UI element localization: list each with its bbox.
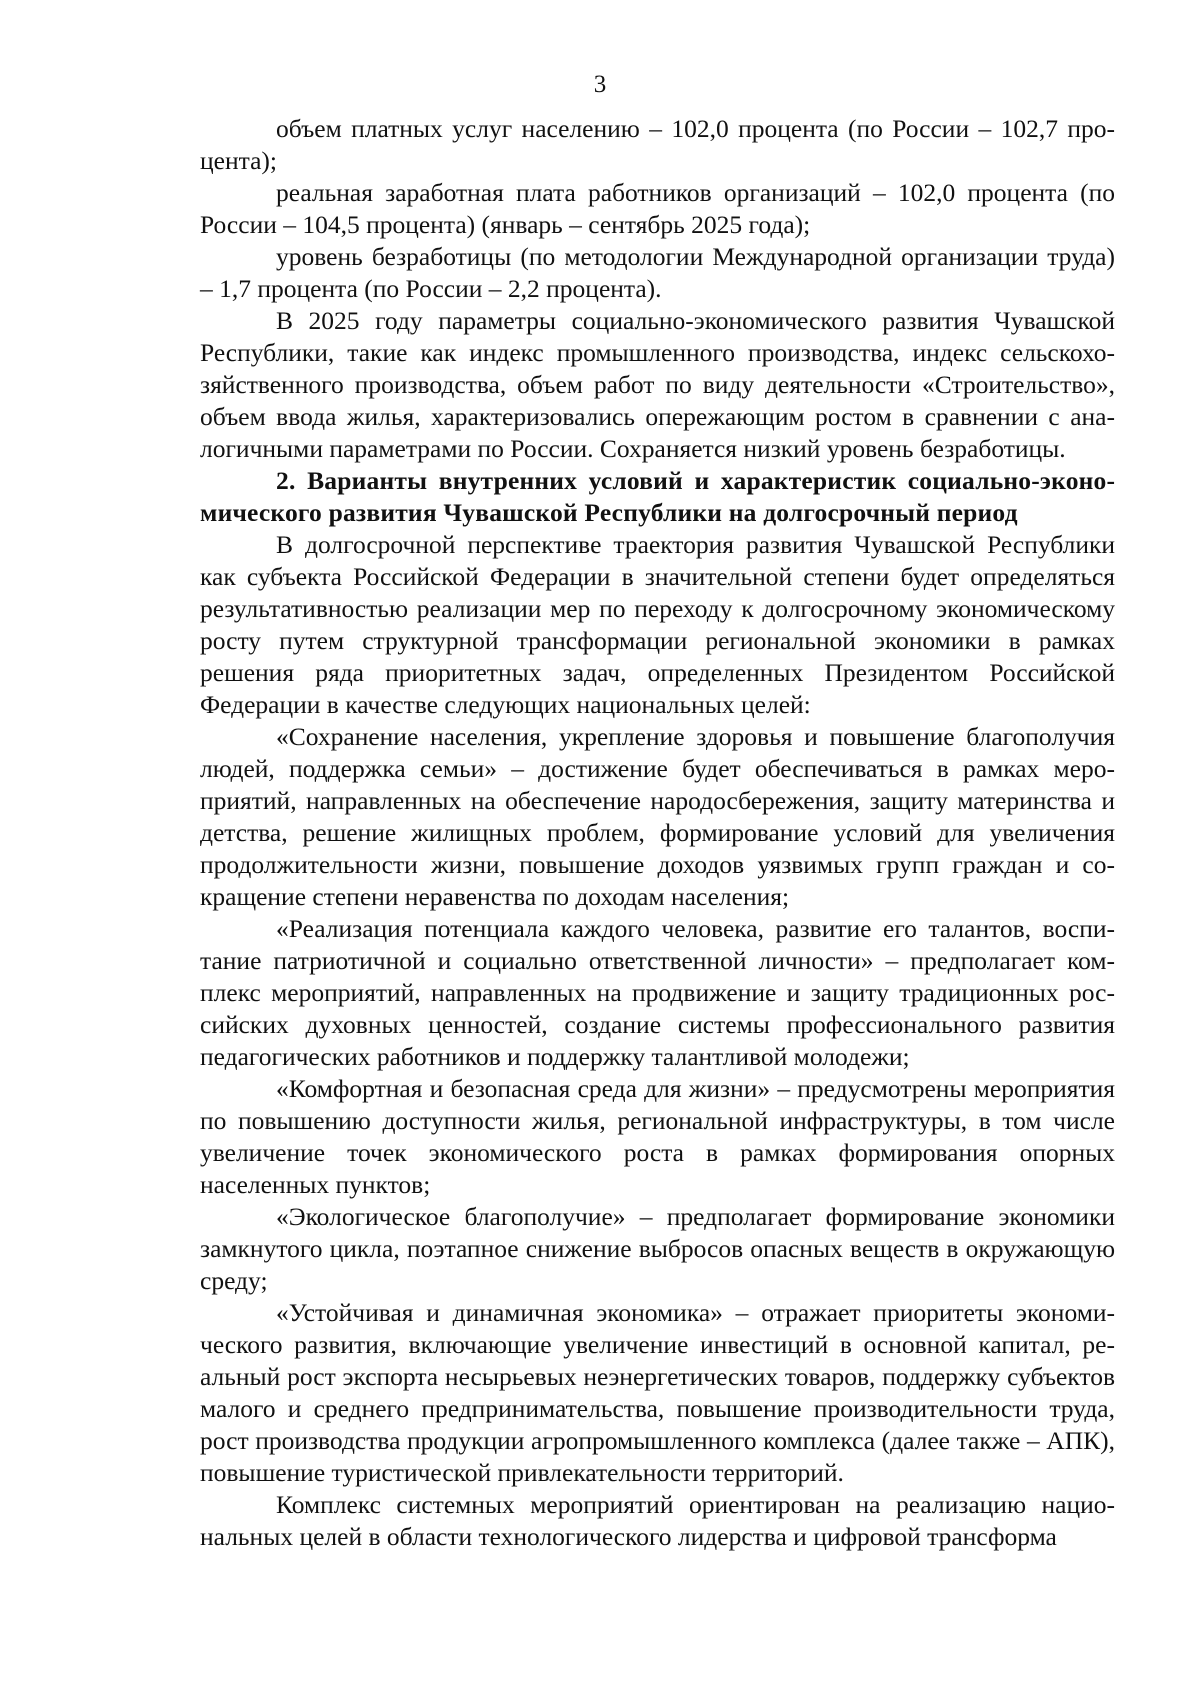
paragraph-long-term-outlook: В долгосрочной перспективе траектория развития Чувашской Республики как субъекта Российской Федерации в значительной степени будет определяться результативностью реализации мер по переходу к долгосрочному экономическому росту путем структурной трансформации региональной экономики в рамках решения ряда приоритетных задач, определенных Президентом Российской Федерации в качестве следующих национальных целей: xyxy=(200,530,1115,719)
paragraph-goal-population: «Сохранение населения, укрепление здоровья и повышение благополучия людей, поддержка семьи» – достижение будет обеспечиваться в рамках мероприятий, направленных на обеспечение народосбережения, защиту материнства и детства, решение жилищных проблем, формирование условий для увеличения продолжительности жизни, повышение доходов уязвимых групп граждан и сокращение степени неравенства по доходам населения; xyxy=(200,722,1115,911)
paragraph-paid-services: объем платных услуг населению – 102,0 процента (по России – 102,7 процента); xyxy=(200,114,1115,175)
paragraph-goal-potential: «Реализация потенциала каждого человека, развитие его талантов, воспитание патриотичной и социально ответственной личности» – предполагает комплекс мероприятий, направленных на продвижение и защиту традиционных российских духовных ценностей, создание системы профессионального развития педагогических работников и поддержку талантливой молодежи; xyxy=(200,914,1115,1071)
section-heading: 2. Варианты внутренних условий и характеристик социально-экономического развития Чувашской Республики на долгосрочный период xyxy=(200,466,1115,527)
paragraph-unemployment: уровень безработицы (по методологии Международной организации труда) – 1,7 процента (по России – 2,2 процента). xyxy=(200,242,1115,303)
paragraph-2025-parameters: В 2025 году параметры социально-экономического развития Чувашской Республики, такие как индекс промышленного производства, индекс сельскохозяйственного производства, объем работ по виду деятельности «Строительство», объем ввода жилья, характеризовались опережающим ростом в сравнении с аналогичными параметрами по России. Сохраняется низкий уровень безработицы. xyxy=(200,306,1115,463)
document-body xyxy=(200,113,1115,1553)
paragraph-goal-environment: «Комфортная и безопасная среда для жизни» – предусмотрены мероприятия по повышению доступности жилья, региональной инфраструктуры, в том числе увеличение точек экономического роста в рамках формирования опорных населенных пунктов; xyxy=(200,1074,1115,1199)
page-number: 3 xyxy=(593,71,607,98)
paragraph-real-wages: реальная заработная плата работников организаций – 102,0 процента (по России – 104,5 процента) (январь – сентябрь 2025 года); xyxy=(200,178,1115,239)
paragraph-goal-ecology: «Экологическое благополучие» – предполагает формирование экономики замкнутого цикла, поэтапное снижение выбросов опасных веществ в окружающую среду; xyxy=(200,1202,1115,1295)
paragraph-goal-economy: «Устойчивая и динамичная экономика» – отражает приоритеты экономического развития, включающие увеличение инвестиций в основной капитал, реальный рост экспорта несырьевых неэнергетических товаров, поддержку субъектов малого и среднего предпринимательства, повышение производительности труда, рост производства продукции агропромышленного комплекса (далее также – АПК), повышение туристической привлекательности территорий. xyxy=(200,1298,1115,1487)
paragraph-system-measures: Комплекс системных мероприятий ориентирован на реализацию национальных целей в области технологического лидерства и цифровой трансформа xyxy=(200,1490,1115,1551)
